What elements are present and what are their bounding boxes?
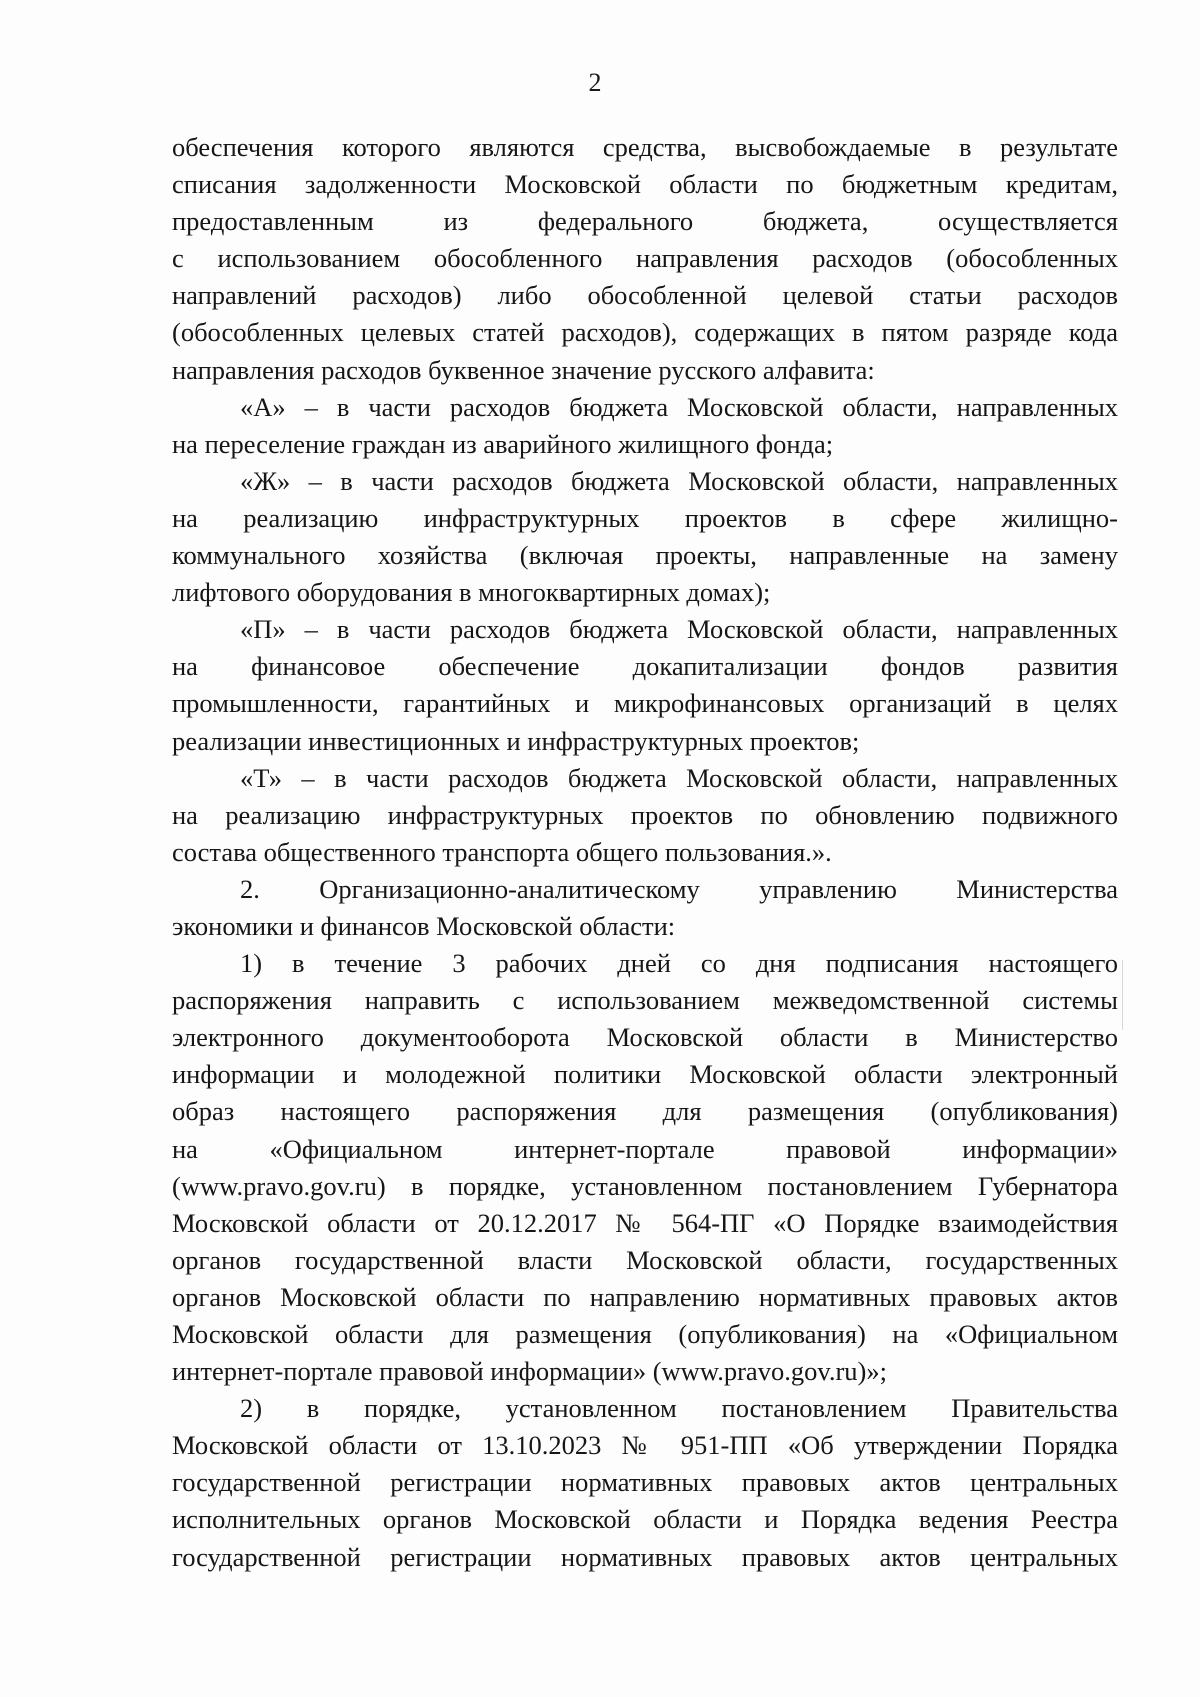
paragraph-p6 <box>172 945 1118 1390</box>
text-line: распоряжения направить с использованием межведомственной системы <box>172 985 1118 1016</box>
text-line: государственной регистрации нормативных правовых актов центральных <box>172 1467 1118 1498</box>
text-line: обеспечения которого являются средства, высвобождаемые в результате <box>172 132 1118 162</box>
text-line: предоставленным из федерального бюджета, осуществляется <box>172 206 1118 237</box>
text-line: органов Московской области по направлению нормативных правовых актов <box>172 1281 1118 1312</box>
text-line: Московской области от 20.12.2017 № 564-ПГ «О Порядке взаимодействия <box>172 1207 1118 1238</box>
text-line: «Ж» – в части расходов бюджета Московской области, направленных <box>240 465 1118 496</box>
text-line: реализации инвестиционных и инфраструктурных проектов; <box>172 725 860 756</box>
paragraph-p4 <box>172 760 1118 871</box>
page-number: 2 <box>588 68 602 97</box>
text-line: государственной регистрации нормативных правовых актов центральных <box>172 1541 1118 1572</box>
scan-artifact-line <box>1122 960 1123 1030</box>
text-line: (обособленных целевых статей расходов), содержащих в пятом разряде кода <box>172 317 1118 348</box>
text-line: на реализацию инфраструктурных проектов по обновлению подвижного <box>172 799 1118 830</box>
text-line: Московской области для размещения (опубликования) на «Официальном <box>172 1319 1118 1349</box>
text-line: на «Официальном интернет-портале правовой информации» <box>172 1133 1118 1164</box>
text-line: на переселение граждан из аварийного жилищного фонда; <box>172 428 834 459</box>
text-line: электронного документооборота Московской области в Министерство <box>172 1022 1118 1053</box>
text-line: состава общественного транспорта общего пользования.». <box>172 836 832 867</box>
paragraph-p3 <box>172 611 1118 759</box>
text-line: промышленности, гарантийных и микрофинансовых организаций в целях <box>172 688 1118 719</box>
text-line: направлений расходов) либо обособленной целевой статьи расходов <box>172 280 1118 311</box>
text-line: лифтового оборудования в многоквартирных домах); <box>172 577 771 608</box>
paragraph-p5 <box>172 871 1118 945</box>
text-line: на реализацию инфраструктурных проектов в сфере жилищно- <box>172 502 1118 533</box>
text-line: 2) в порядке, установленном постановлением Правительства <box>240 1393 1118 1424</box>
text-line: с использованием обособленного направления расходов (обособленных <box>172 243 1118 274</box>
text-line: на финансовое обеспечение докапитализации фондов развития <box>172 651 1118 682</box>
text-line: образ настоящего распоряжения для размещения (опубликования) <box>172 1096 1118 1127</box>
text-line: 2. Организационно-аналитическому управлению Министерства <box>240 873 1118 904</box>
paragraph-p7 <box>172 1390 1118 1575</box>
text-line: (www.pravo.gov.ru) в порядке, установленном постановлением Губернатора <box>172 1170 1118 1201</box>
text-line: списания задолженности Московской области по бюджетным кредитам, <box>172 169 1118 200</box>
text-line: Московской области от 13.10.2023 № 951-ПП «Об утверждении Порядка <box>172 1430 1118 1461</box>
text-line: «А» – в части расходов бюджета Московской области, направленных <box>240 391 1118 422</box>
text-line: «Т» – в части расходов бюджета Московской области, направленных <box>240 762 1118 793</box>
text-line: направления расходов буквенное значение русского алфавита: <box>172 354 875 385</box>
paragraph-p0 <box>172 129 1118 389</box>
text-line: органов государственной власти Московской области, государственных <box>172 1244 1118 1275</box>
text-line: «П» – в части расходов бюджета Московской области, направленных <box>240 614 1118 645</box>
text-line: интернет-портале правовой информации» (www.pravo.gov.ru)»; <box>172 1356 887 1387</box>
text-line: экономики и финансов Московской области: <box>172 910 676 941</box>
paragraph-p2 <box>172 463 1118 611</box>
paragraph-p1 <box>172 389 1118 463</box>
text-line: исполнительных органов Московской области и Порядка ведения Реестра <box>172 1504 1118 1535</box>
document-body <box>172 129 1118 1576</box>
text-line: 1) в течение 3 рабочих дней со дня подписания настоящего <box>240 948 1118 979</box>
text-line: информации и молодежной политики Московской области электронный <box>172 1059 1118 1090</box>
text-line: коммунального хозяйства (включая проекты, направленные на замену <box>172 540 1118 571</box>
